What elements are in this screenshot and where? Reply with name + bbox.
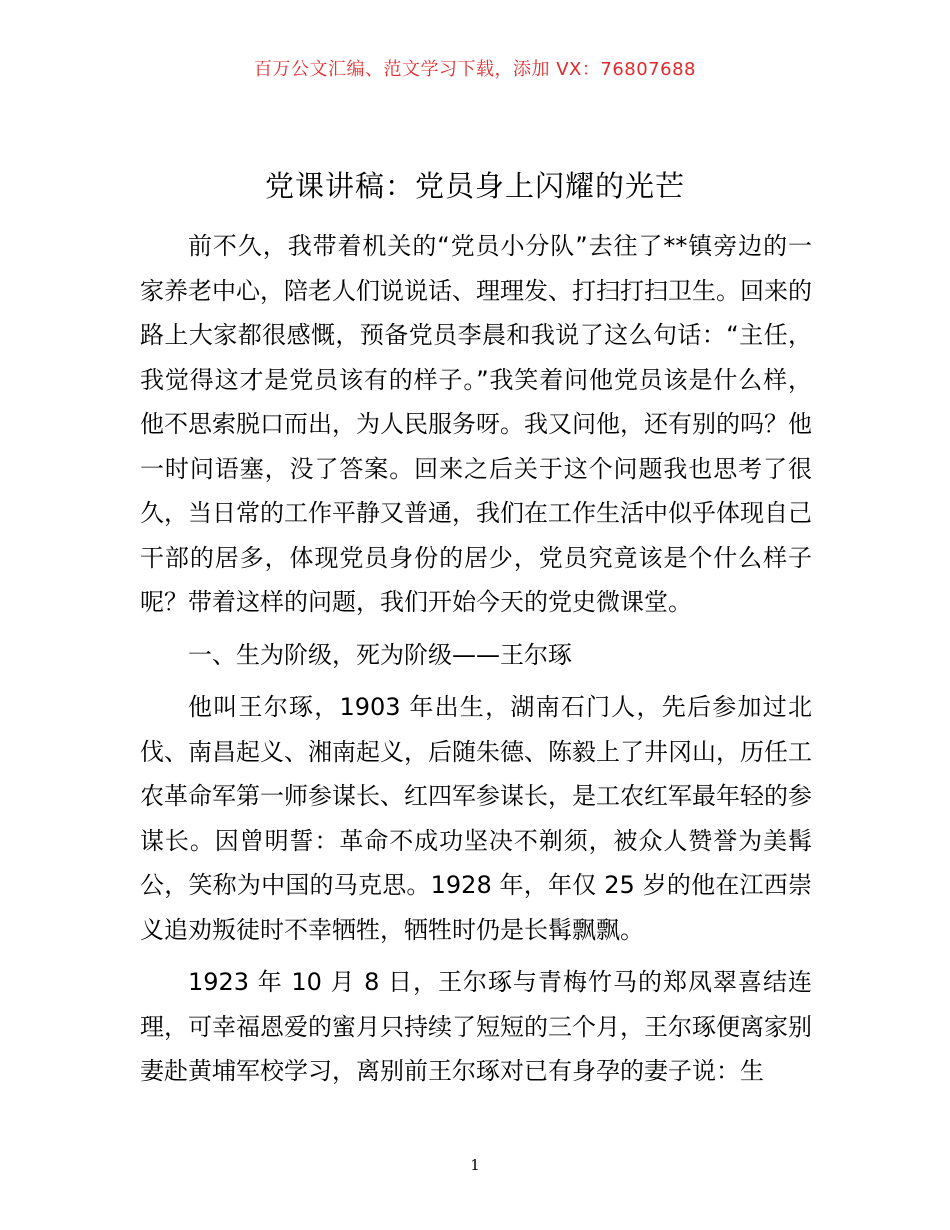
intro-paragraph: 前不久，我带着机关的“党员小分队”去往了**镇旁边的一家养老中心，陪老人们说说话、理理发、打扫打扫卫生。回来的路上大家都很感慨，预备党员李晨和我说了这么句话：“主任，我觉得这才是党员该有的样子。”我笑着问他党员该是什么样，他不思索脱口而出，为人民服务呀。我又问他，还有别的吗？他一时问语塞，没了答案。回来之后关于这个问题我也思考了很久，当日常的工作平静又普通，我们在工作生活中似乎体现自己干部的居多，体现党员身份的居少，党员究竟该是个什么样子呢？带着这样的问题，我们开始今天的党史微课堂。 xyxy=(140,232,812,616)
page-number: 1 xyxy=(470,1156,480,1174)
section-heading: 一、生为阶级，死为阶级——王尔琢 xyxy=(188,640,572,669)
header-watermark-note: 百万公文汇编、范文学习下载，添加 VX：76807688 xyxy=(254,59,696,80)
document-body xyxy=(140,224,812,1094)
section-paragraph-2: 1923 年 10 月 8 日，王尔琢与青梅竹马的郑凤翠喜结连理，可幸福恩爱的蜜月只持续了短短的三个月，王尔琢便离家别妻赴黄埔军校学习，离别前王尔琢对已有身孕的妻子说：生 xyxy=(140,968,812,1085)
section-paragraph-1: 他叫王尔琢，1903 年出生，湖南石门人，先后参加过北伐、南昌起义、湘南起义，后随朱德、陈毅上了井冈山，历任工农革命军第一师参谋长、红四军参谋长，是工农红军最年轻的参谋长。因曾明誓：革命不成功坚决不剃须，被众人赞誉为美髯公，笑称为中国的马克思。1928 年，年仅 25 岁的他在江西崇义追劝叛徒时不幸牺牲，牺牲时仍是长髯飘飘。 xyxy=(140,693,812,944)
document-title: 党课讲稿：党员身上闪耀的光芒 xyxy=(264,169,685,203)
